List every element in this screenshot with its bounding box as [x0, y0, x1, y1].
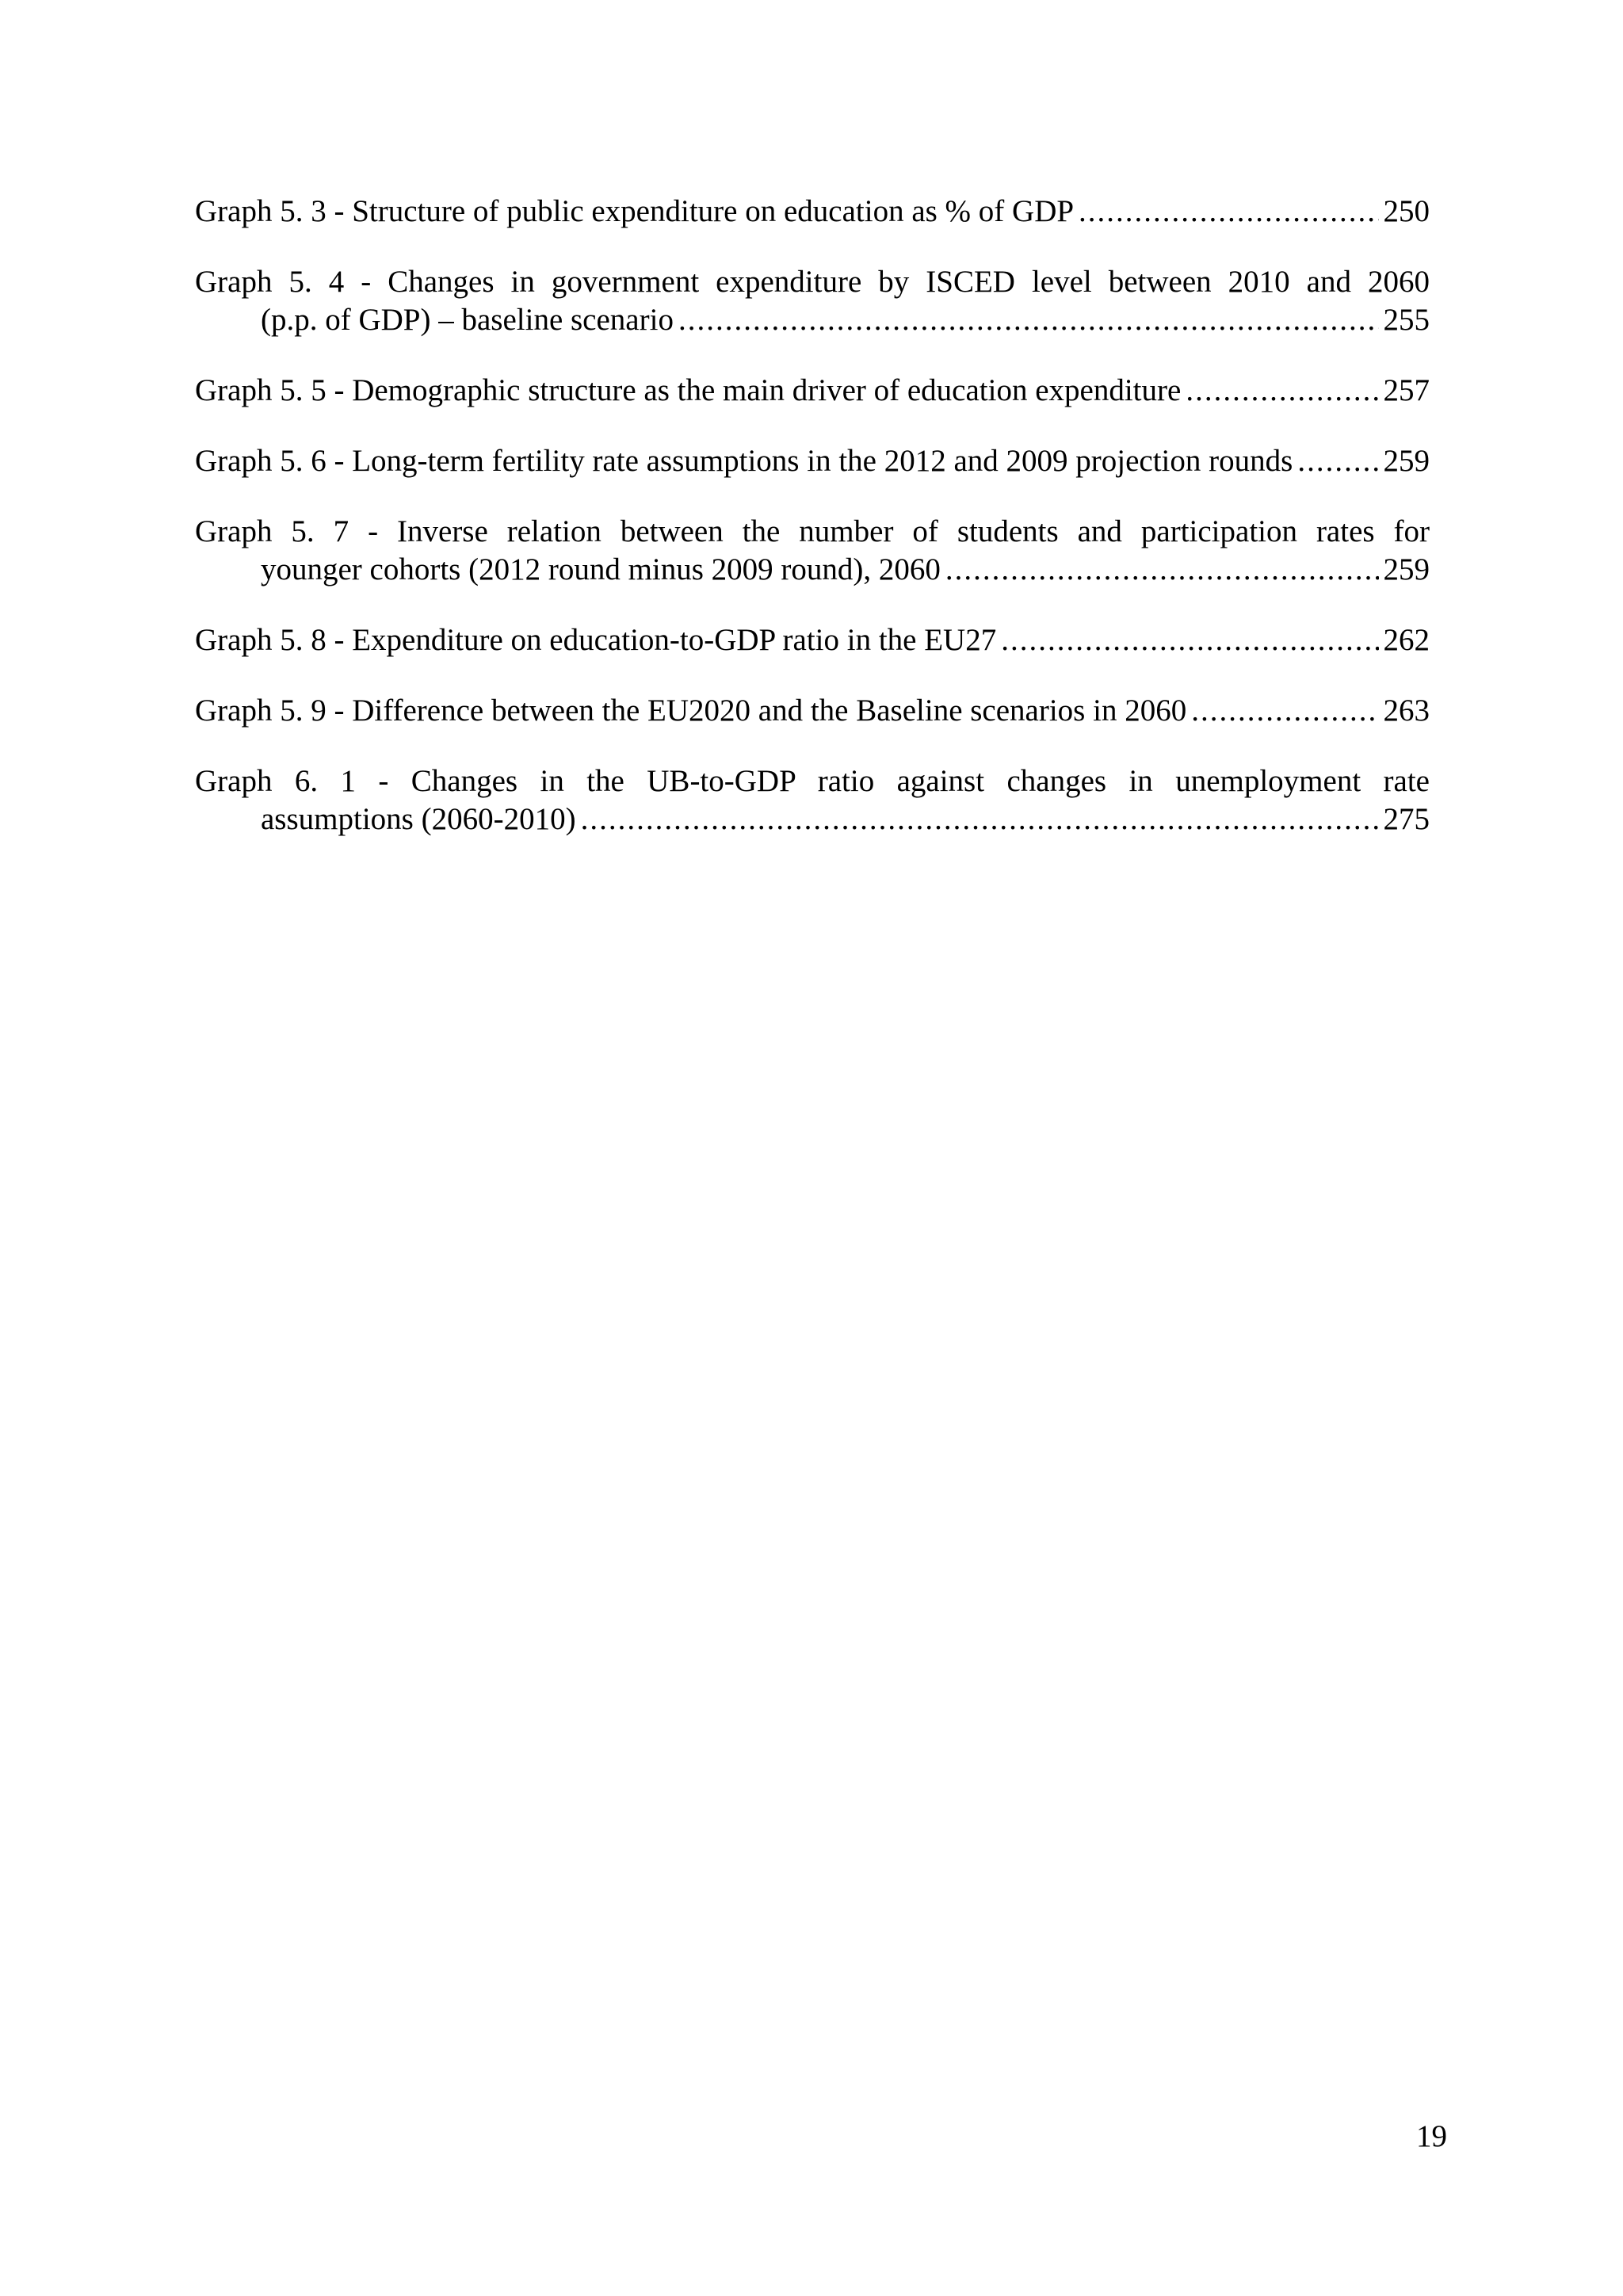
toc-entry-title-line-1: Graph 5. 4 - Changes in government expenditure by ISCED level between 2010 and 2060 — [195, 265, 1430, 299]
page-number: 19 — [1416, 2119, 1447, 2153]
toc-entry-graph-5-6[interactable] — [195, 442, 1430, 480]
toc-entry-graph-5-9[interactable] — [195, 692, 1430, 730]
toc-entry-title: Graph 5. 8 - Expenditure on education-to-GDP ratio in the EU27 — [195, 623, 997, 657]
toc-entry-title: Graph 5. 6 - Long-term fertility rate assumptions in the 2012 and 2009 projection rounds — [195, 444, 1293, 478]
toc-entry-graph-6-1[interactable] — [195, 762, 1430, 839]
toc-entry-line — [195, 800, 1430, 839]
dot-leader — [678, 301, 1379, 339]
toc-page-ref: 262 — [1383, 623, 1430, 657]
toc-entry-title: Graph 5. 9 - Difference between the EU2020 and the Baseline scenarios in 2060 — [195, 693, 1187, 728]
toc-entry-title-continued: (p.p. of GDP) – baseline scenario — [261, 303, 674, 337]
dot-leader — [581, 800, 1379, 839]
dot-leader — [1297, 442, 1378, 480]
toc-entry-line — [195, 621, 1430, 659]
table-of-graphs — [195, 193, 1430, 871]
toc-entry-title-continued: younger cohorts (2012 round minus 2009 round), 2060 — [261, 552, 941, 586]
toc-entry-title-line-1: Graph 6. 1 - Changes in the UB-to-GDP ratio against changes in unemployment rate — [195, 764, 1430, 798]
toc-entry-graph-5-4[interactable] — [195, 263, 1430, 339]
toc-entry-line — [195, 372, 1430, 410]
dot-leader — [1001, 621, 1378, 659]
toc-entry-line — [195, 551, 1430, 589]
toc-entry-graph-5-5[interactable] — [195, 372, 1430, 410]
dot-leader — [1079, 193, 1378, 231]
dot-leader — [1191, 692, 1378, 730]
toc-page-ref: 259 — [1383, 552, 1430, 586]
dot-leader — [1186, 372, 1378, 410]
toc-page-ref: 263 — [1383, 693, 1430, 728]
dot-leader — [945, 551, 1379, 589]
toc-entry-line — [195, 442, 1430, 480]
toc-entry-line — [195, 193, 1430, 231]
toc-entry-title: Graph 5. 5 - Demographic structure as the main driver of education expenditure — [195, 373, 1182, 407]
toc-page-ref: 275 — [1383, 802, 1430, 836]
toc-page-ref: 250 — [1383, 194, 1430, 228]
toc-entry-line — [195, 301, 1430, 339]
toc-entry-line — [195, 692, 1430, 730]
toc-entry-title-line-1: Graph 5. 7 - Inverse relation between the number of students and participation rates for — [195, 514, 1430, 548]
toc-entry-graph-5-7[interactable] — [195, 513, 1430, 589]
toc-entry-graph-5-3[interactable] — [195, 193, 1430, 231]
toc-entry-title-continued: assumptions (2060-2010) — [261, 802, 576, 836]
toc-page-ref: 257 — [1383, 373, 1430, 407]
toc-entry-title: Graph 5. 3 - Structure of public expenditure on education as % of GDP — [195, 194, 1075, 228]
toc-page-ref: 259 — [1383, 444, 1430, 478]
toc-page-ref: 255 — [1383, 303, 1430, 337]
toc-entry-graph-5-8[interactable] — [195, 621, 1430, 659]
